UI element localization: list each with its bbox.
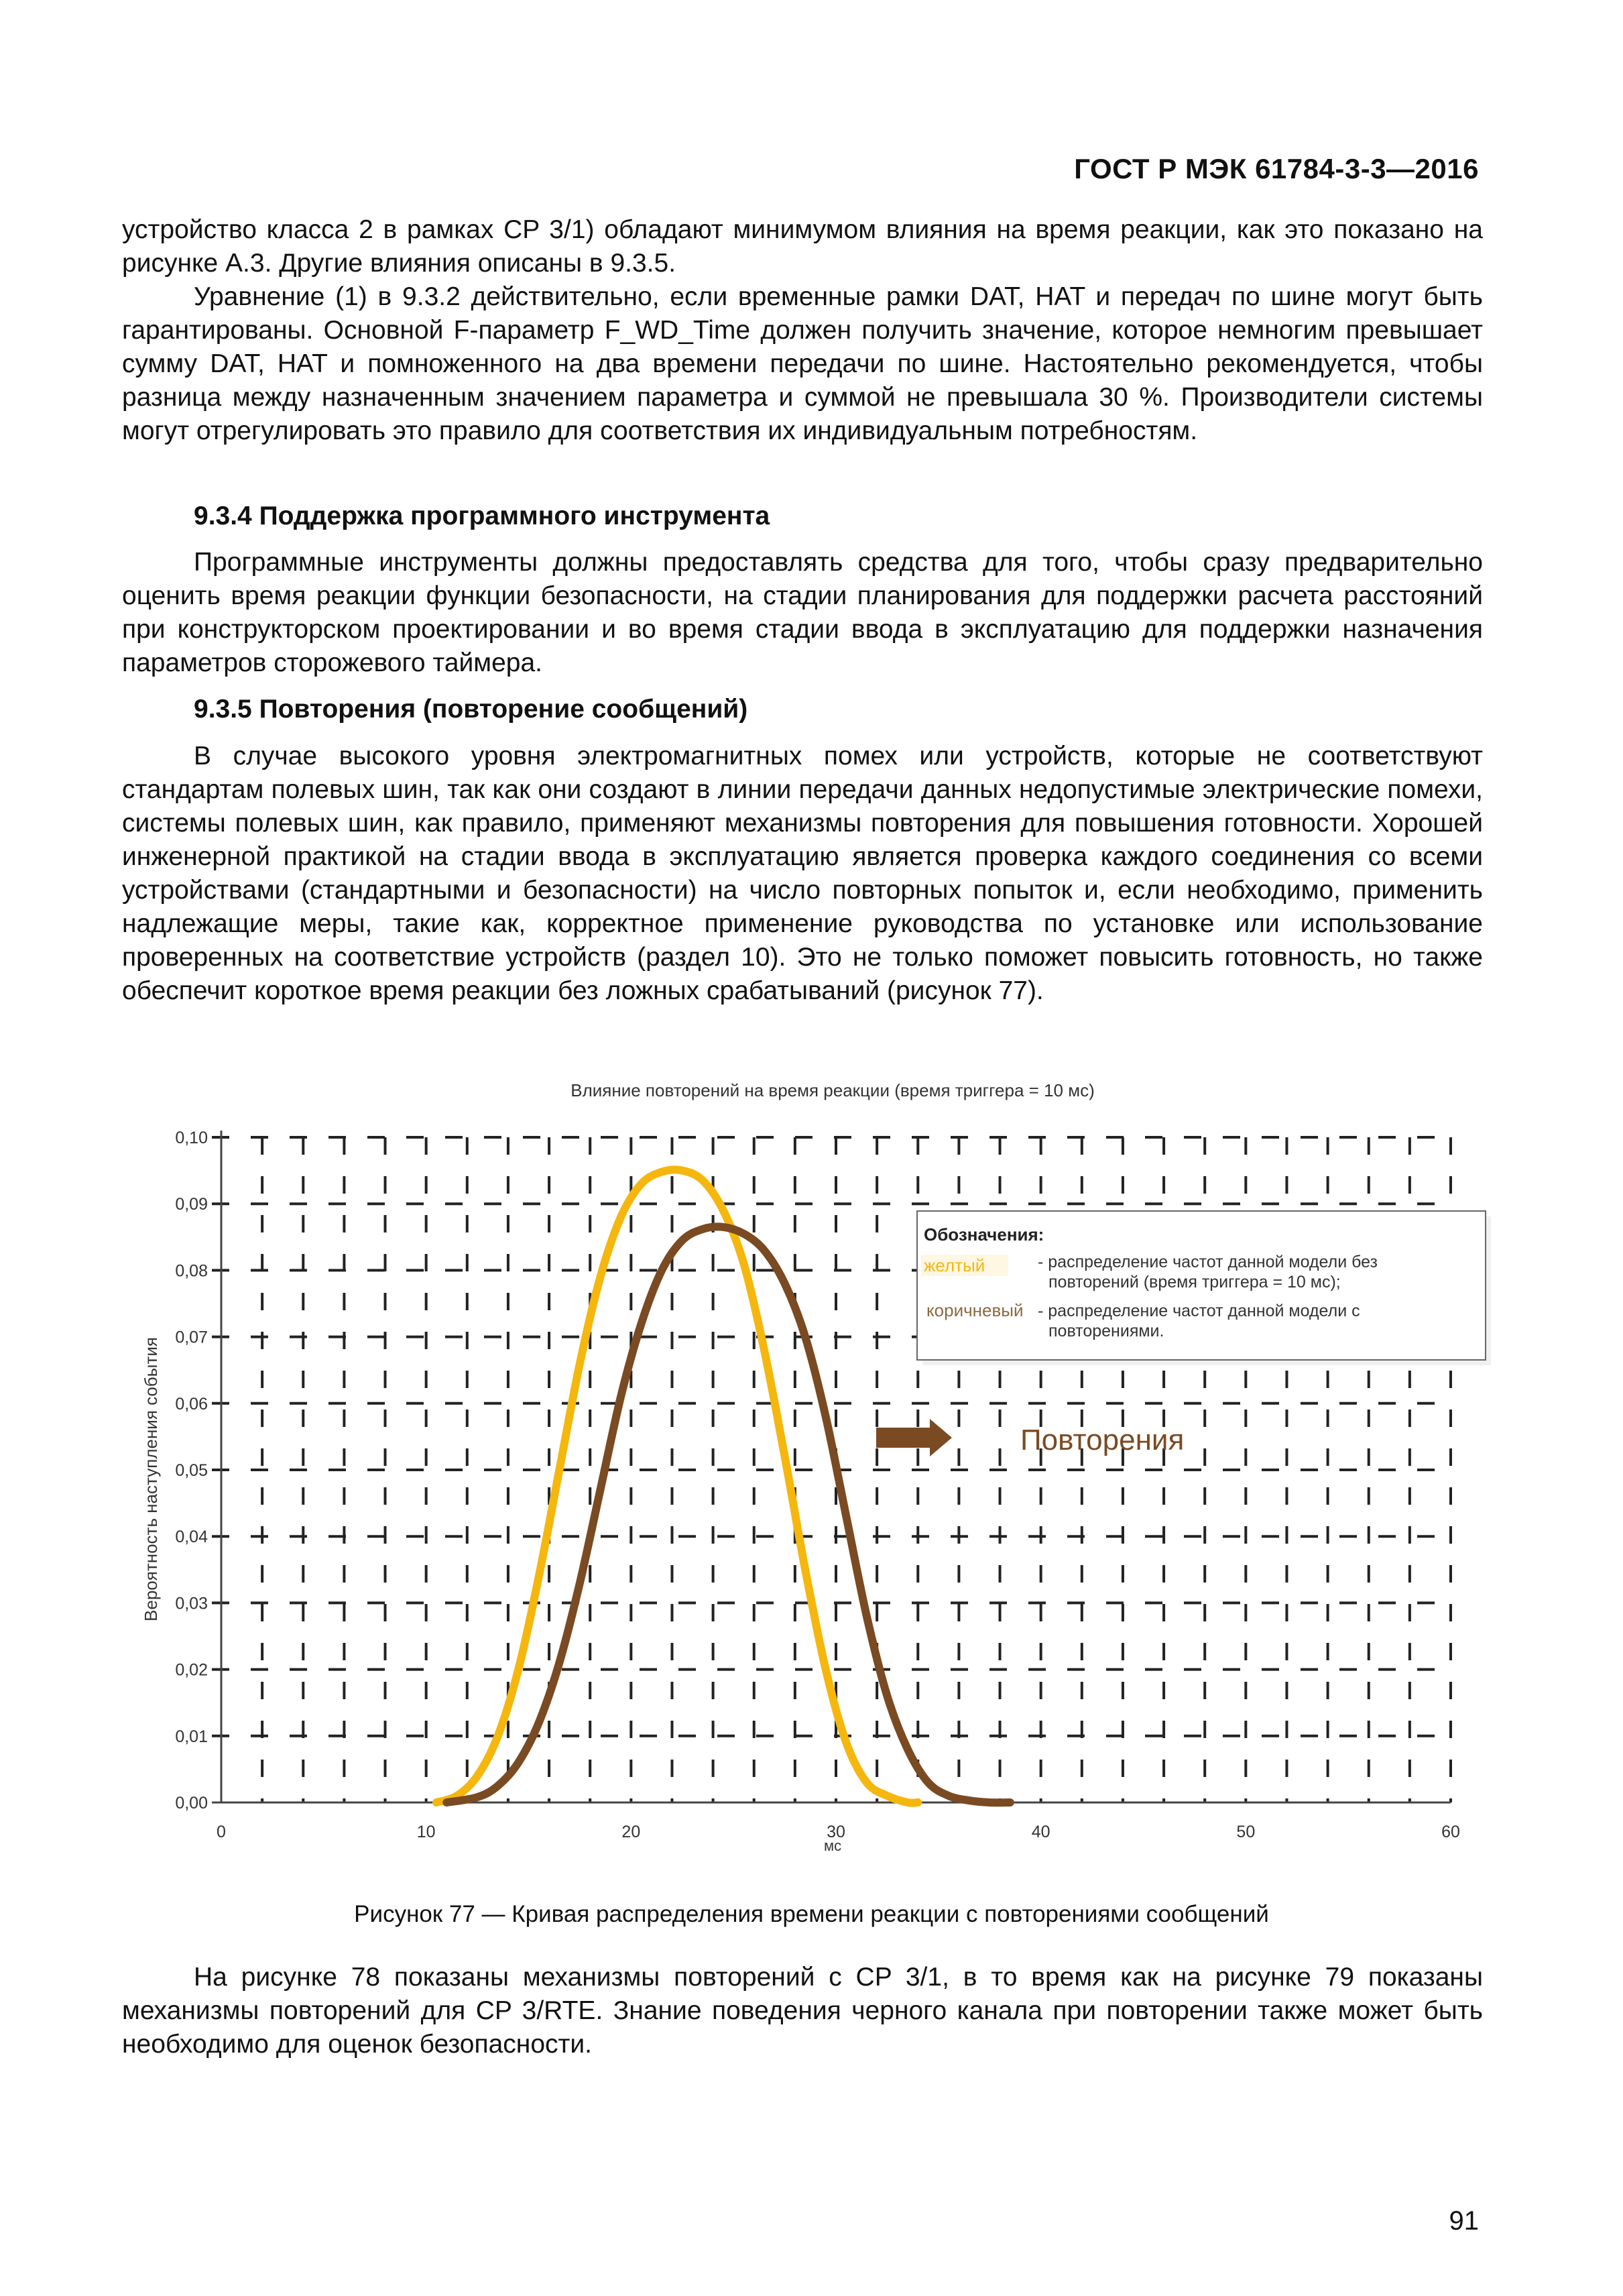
chart-legend [917, 1211, 1491, 1365]
y-tick-label: 0,05 [175, 1461, 208, 1480]
x-tick-label: 50 [1236, 1823, 1256, 1841]
legend-entry-yellow-line1: - распределение частот данной модели без [1038, 1253, 1378, 1271]
y-tick-label: 0,03 [175, 1594, 208, 1613]
paragraph-5: На рисунке 78 показаны механизмы повторений с CP 3/1, в то время как на рисунке 79 показаны механизмы повторений для CP 3/RTE. Знание поведения черного канала при повторении также может быть необходимо для оценок безопасности. [122, 1963, 1483, 2059]
y-tick-labels [175, 1129, 208, 1813]
section-heading-9-3-5: 9.3.5 Повторения (повторение сообщений) [194, 695, 748, 724]
legend-entry-brown-line1: - распределение частот данной модели с [1038, 1302, 1360, 1320]
x-tick-label: 0 [217, 1823, 226, 1841]
annotation-arrow-icon [930, 1419, 952, 1456]
legend-title: Обозначения: [924, 1224, 1044, 1245]
x-tick-label: 60 [1441, 1823, 1460, 1841]
y-tick-label: 0,10 [175, 1129, 208, 1147]
y-tick-label: 0,04 [175, 1528, 208, 1547]
annotation-arrow-shaft [876, 1428, 930, 1448]
response-time-chart [122, 1065, 1503, 1910]
legend-entry-brown-line2: повторениями. [1048, 1322, 1164, 1340]
x-tick-label: 40 [1031, 1823, 1050, 1841]
legend-key-yellow: желтый [924, 1255, 985, 1275]
legend-key-brown: коричневый [926, 1300, 1024, 1320]
y-tick-label: 0,08 [175, 1261, 208, 1281]
y-tick-label: 0,00 [175, 1794, 208, 1813]
document-header: ГОСТ Р МЭК 61784-3-3—2016 [1074, 153, 1479, 184]
paragraph-2: Уравнение (1) в 9.3.2 действительно, если временные рамки DAT, HAT и передач по шине могут быть гарантированы. Основной F-параметр F_WD_Time должен получить значение, которое немногим превышает сумму DAT, HAT и помноженного на два времени передачи по шине. Настоятельно рекомендуется, чтобы разница между назначенным значением параметра и суммой не превышала 30 %. Производители системы могут отрегулировать это правило для соответствия их индивидуальным потребностям. [122, 282, 1483, 445]
x-tick-label: 20 [621, 1823, 641, 1841]
y-tick-label: 0,02 [175, 1660, 208, 1680]
y-tick-label: 0,07 [175, 1328, 208, 1347]
x-tick-label: 30 [827, 1823, 845, 1841]
page-number: 91 [1449, 2206, 1479, 2236]
y-tick-label: 0,09 [175, 1195, 208, 1214]
annotation-label: Повторения [1020, 1424, 1185, 1456]
chart-title: Влияние повторений на время реакции (время триггера = 10 мс) [570, 1080, 1095, 1100]
y-tick-label: 0,01 [175, 1727, 208, 1746]
y-axis-label: Вероятность наступления события [141, 1337, 161, 1621]
x-axis-label: мс [823, 1837, 842, 1854]
x-tick-label: 10 [416, 1823, 436, 1841]
paragraph-4: В случае высокого уровня электромагнитных помех или устройств, которые не соответствуют стандартам полевых шин, так как они создают в линии передачи данных недопустимые электрические помехи, системы полевых шин, как правило, применяют механизмы повторения для повышения готовности. Хорошей инженерной практикой на стадии ввода в эксплуатацию является проверка каждого соединения со всеми устройствами (стандартными и безопасности) на число повторных попыток и, если необходимо, применить надлежащие меры, такие как, корректное применение руководства по установке или использование проверенных на соответствие устройств (раздел 10). Это не только поможет повысить готовность, но также обеспечит короткое время реакции без ложных срабатываний (рисунок 77). [122, 742, 1483, 1005]
figure-caption: Рисунок 77 — Кривая распределения времени реакции с повторениями сообщений [354, 1901, 1269, 1927]
paragraph-3: Программные инструменты должны предоставлять средства для того, чтобы сразу предварительно оценить время реакции функции безопасности, на стадии планирования для поддержки расчета расстояний при конструкторском проектировании и во время стадии ввода в эксплуатацию для поддержки назначения параметров сторожевого таймера. [122, 548, 1483, 677]
legend-entry-yellow-line2: повторений (время триггера = 10 мс); [1048, 1273, 1341, 1292]
figure-77 [122, 1065, 1503, 1910]
section-heading-9-3-4: 9.3.4 Поддержка программного инструмента [194, 502, 770, 530]
y-tick-label: 0,06 [175, 1394, 208, 1414]
paragraph-1: устройство класса 2 в рамках CP 3/1) обладают минимумом влияния на время реакции, как это показано на рисунке А.3. Другие влияния описаны в 9.3.5. [122, 215, 1483, 278]
repetitions-annotation [876, 1419, 1184, 1456]
